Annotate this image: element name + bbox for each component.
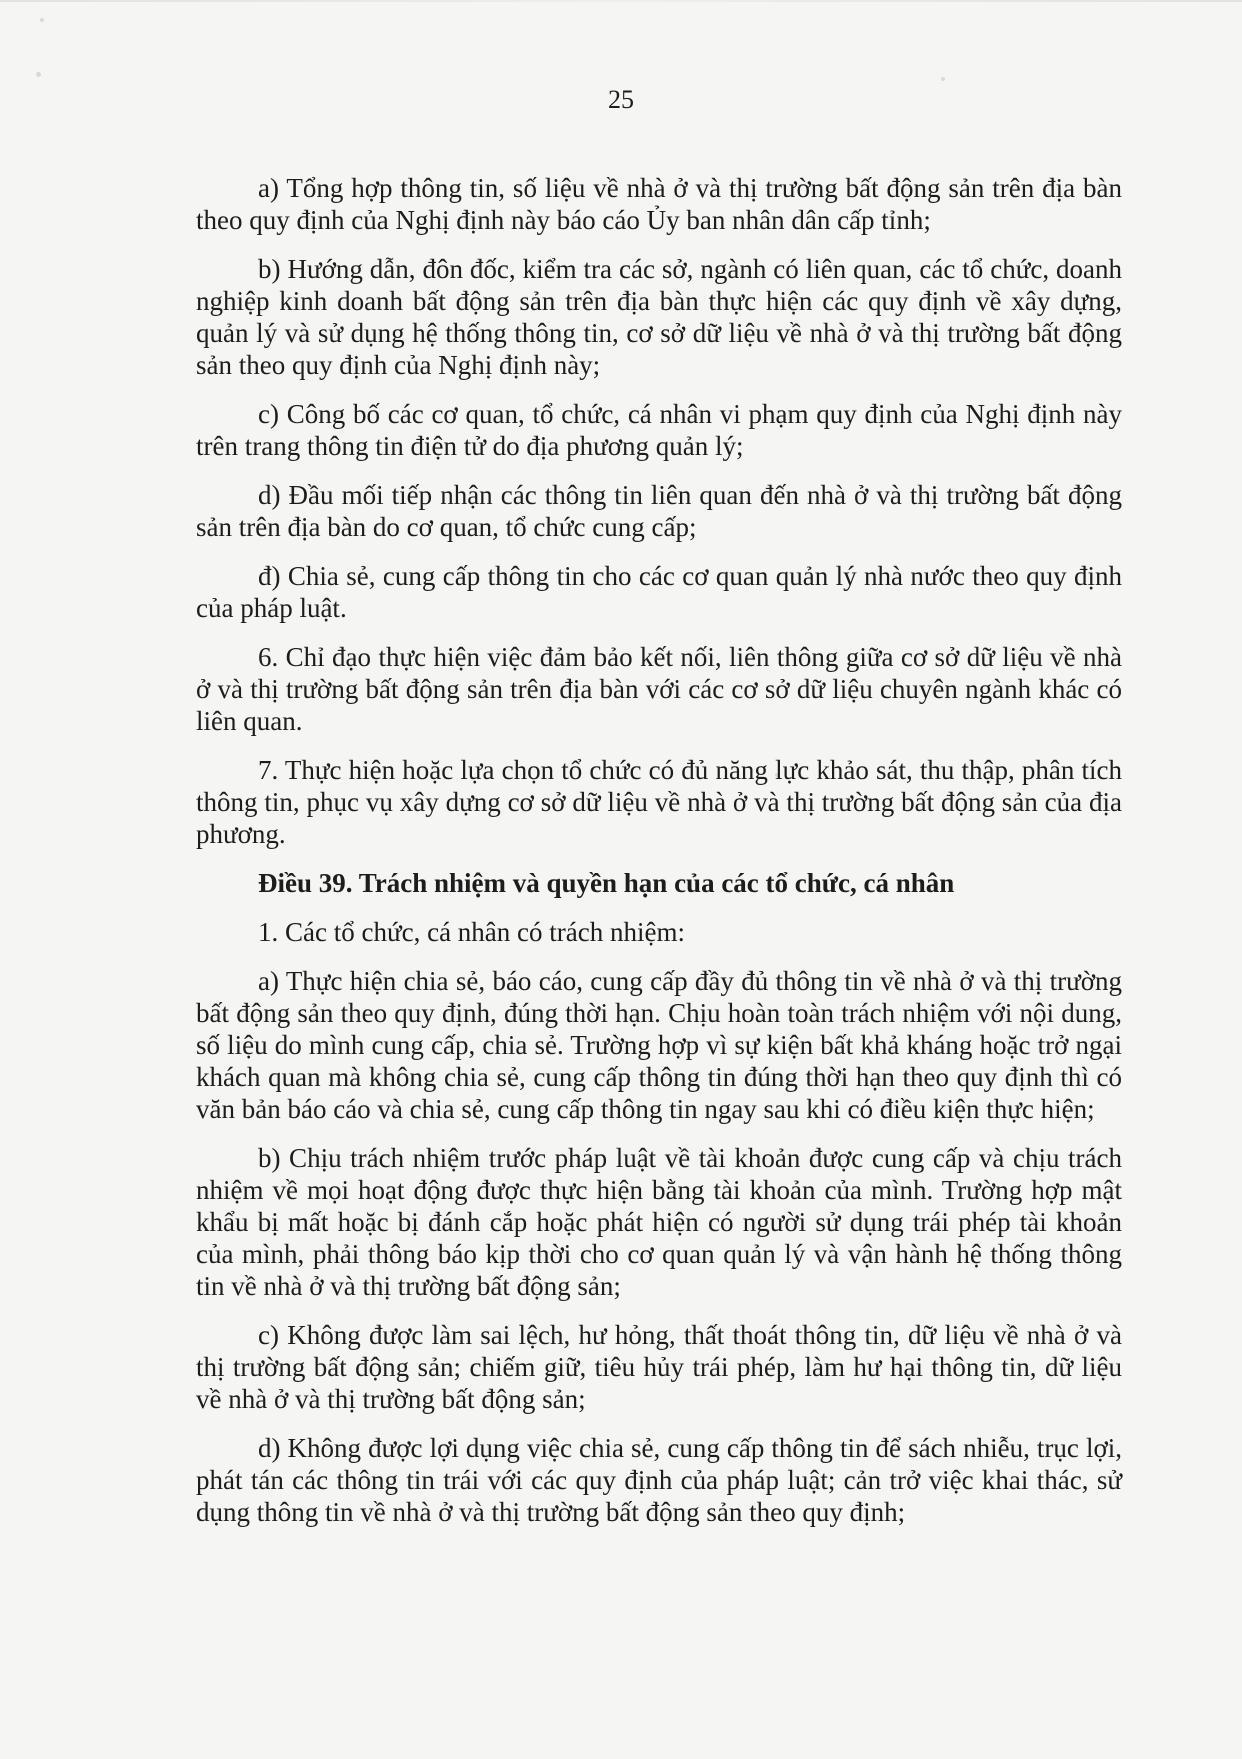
scan-top-edge <box>0 0 1242 2</box>
article-39-heading: Điều 39. Trách nhiệm và quyền hạn của các tổ chức, cá nhân <box>258 868 955 898</box>
article-39-paragraph-a: a) Thực hiện chia sẻ, báo cáo, cung cấp đầy đủ thông tin về nhà ở và thị trường bất động sản theo quy định, đúng thời hạn. Chịu hoàn toàn trách nhiệm với nội dung, số liệu do mình cung cấp, chia sẻ. Trường hợp vì sự kiện bất khả kháng hoặc trở ngại khách quan mà không chia sẻ, cung cấp thông tin đúng thời hạn theo quy định thì có văn bản báo cáo và chia sẻ, cung cấp thông tin ngay sau khi có điều kiện thực hiện; <box>196 966 1122 1124</box>
article-39-paragraph-d: d) Không được lợi dụng việc chia sẻ, cung cấp thông tin để sách nhiễu, trục lợi, phát tán các thông tin trái với các quy định của pháp luật; cản trở việc khai thác, sử dụng thông tin về nhà ở và thị trường bất động sản theo quy định; <box>196 1433 1122 1527</box>
paragraph-dd-sharing: đ) Chia sẻ, cung cấp thông tin cho các cơ quan quản lý nhà nước theo quy định của pháp luật. <box>196 561 1122 623</box>
article-39-paragraph-c: c) Không được làm sai lệch, hư hỏng, thất thoát thông tin, dữ liệu về nhà ở và thị trường bất động sản; chiếm giữ, tiêu hủy trái phép, làm hư hại thông tin, dữ liệu về nhà ở và thị trường bất động sản; <box>196 1320 1122 1414</box>
paragraph-c-publication: c) Công bố các cơ quan, tổ chức, cá nhân vi phạm quy định của Nghị định này trên trang thông tin điện tử do địa phương quản lý; <box>196 399 1122 461</box>
paragraph-d-contact-point: d) Đầu mối tiếp nhận các thông tin liên quan đến nhà ở và thị trường bất động sản trên địa bàn do cơ quan, tổ chức cung cấp; <box>196 480 1122 542</box>
paragraph-6-connectivity: 6. Chỉ đạo thực hiện việc đảm bảo kết nối, liên thông giữa cơ sở dữ liệu về nhà ở và thị trường bất động sản trên địa bàn với các cơ sở dữ liệu chuyên ngành khác có liên quan. <box>196 642 1122 736</box>
paragraph-b-guidance: b) Hướng dẫn, đôn đốc, kiểm tra các sở, ngành có liên quan, các tổ chức, doanh nghiệp kinh doanh bất động sản trên địa bàn thực hiện các quy định về xây dựng, quản lý và sử dụng hệ thống thông tin, cơ sở dữ liệu về nhà ở và thị trường bất động sản theo quy định của Nghị định này; <box>196 254 1122 380</box>
scan-speck <box>941 77 945 81</box>
scan-speck <box>36 72 41 77</box>
page-number: 25 <box>608 85 634 114</box>
scan-speck <box>40 18 44 22</box>
document-body <box>196 172 1122 1545</box>
paragraph-a-summary: a) Tổng hợp thông tin, số liệu về nhà ở và thị trường bất động sản trên địa bàn theo quy định của Nghị định này báo cáo Ủy ban nhân dân cấp tỉnh; <box>196 173 1122 235</box>
article-39-paragraph-1: 1. Các tổ chức, cá nhân có trách nhiệm: <box>258 917 685 947</box>
article-39-paragraph-b: b) Chịu trách nhiệm trước pháp luật về tài khoản được cung cấp và chịu trách nhiệm về mọi hoạt động được thực hiện bằng tài khoản của mình. Trường hợp mật khẩu bị mất hoặc bị đánh cắp hoặc phát hiện có người sử dụng trái phép tài khoản của mình, phải thông báo kịp thời cho cơ quan quản lý và vận hành hệ thống thông tin về nhà ở và thị trường bất động sản; <box>196 1143 1122 1301</box>
paragraph-7-survey: 7. Thực hiện hoặc lựa chọn tổ chức có đủ năng lực khảo sát, thu thập, phân tích thông tin, phục vụ xây dựng cơ sở dữ liệu về nhà ở và thị trường bất động sản của địa phương. <box>196 755 1122 849</box>
